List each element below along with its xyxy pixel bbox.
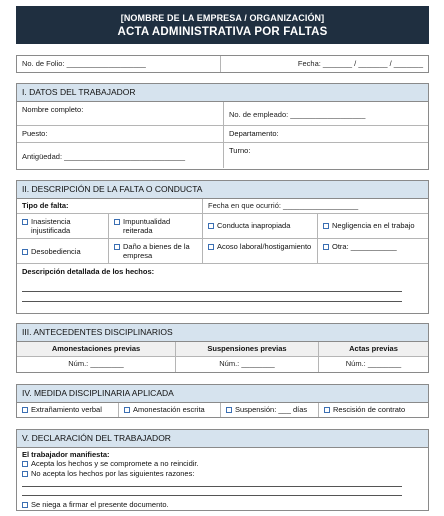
checkbox[interactable] <box>208 223 214 229</box>
checkbox[interactable] <box>114 219 120 225</box>
option-conducta-inapropiada[interactable]: Conducta inapropiada <box>203 214 318 238</box>
option-impuntualidad[interactable]: Impuntualidad reiterada <box>109 214 203 238</box>
option-dano-bienes[interactable]: Daño a bienes de la empresa <box>109 239 203 263</box>
antiguedad-field[interactable]: Antigüedad: _____________________________ <box>22 152 186 161</box>
checkbox[interactable] <box>124 407 130 413</box>
puesto-field[interactable]: Puesto: <box>22 129 48 138</box>
departamento-field[interactable]: Departamento: <box>229 129 279 138</box>
actas-num-field[interactable]: Núm.: ________ <box>345 359 402 368</box>
fecha-field[interactable]: Fecha: _______ / _______ / _______ <box>297 59 423 68</box>
checkbox[interactable] <box>22 461 28 467</box>
tipo-falta-label: Tipo de falta: <box>22 201 69 210</box>
col-actas: Actas previas <box>319 342 428 356</box>
folio-row <box>16 55 429 73</box>
fecha-ocurrio-field[interactable]: Fecha en que ocurrió: __________________ <box>208 201 359 210</box>
section-declaracion <box>16 429 429 511</box>
section-datos-trabajador <box>16 83 429 170</box>
checkbox[interactable] <box>324 407 330 413</box>
manifiesta-label: El trabajador manifiesta: <box>22 450 110 459</box>
checkbox[interactable] <box>22 471 28 477</box>
folio-field[interactable]: No. de Folio: ___________________ <box>22 59 146 68</box>
checkbox[interactable] <box>323 223 329 229</box>
write-line[interactable] <box>22 486 402 487</box>
descripcion-detallada-label: Descripción detallada de los hechos: <box>22 267 155 276</box>
option-acepta[interactable]: Acepta los hechos y se compromete a no reincidir. <box>22 459 423 468</box>
option-rescision[interactable]: Rescisión de contrato <box>319 403 428 417</box>
checkbox[interactable] <box>22 249 28 255</box>
section-medida-disciplinaria <box>16 384 429 418</box>
option-negligencia[interactable]: Negligencia en el trabajo <box>318 214 428 238</box>
section-title: IV. MEDIDA DISCIPLINARIA APLICADA <box>17 385 428 403</box>
option-amonestacion[interactable]: Amonestación escrita <box>119 403 221 417</box>
amonestaciones-num-field[interactable]: Núm.: ________ <box>68 359 124 368</box>
turno-field[interactable]: Turno: <box>229 146 251 155</box>
company-name: [NOMBRE DE LA EMPRESA / ORGANIZACIÓN] <box>120 13 325 23</box>
section-title: III. ANTECEDENTES DISCIPLINARIOS <box>17 324 428 342</box>
checkbox[interactable] <box>22 502 28 508</box>
option-no-acepta[interactable]: No acepta los hechos por las siguientes razones: <box>22 469 423 478</box>
option-desobediencia[interactable]: Desobediencia <box>17 239 109 263</box>
document-header <box>16 6 429 44</box>
write-line[interactable] <box>22 291 402 292</box>
suspensiones-num-field[interactable]: Núm.: ________ <box>219 359 275 368</box>
checkbox[interactable] <box>208 244 214 250</box>
write-line[interactable] <box>22 495 402 496</box>
section-title: I. DATOS DEL TRABAJADOR <box>17 84 428 102</box>
col-suspensiones: Suspensiones previas <box>176 342 319 356</box>
checkbox[interactable] <box>323 244 329 250</box>
option-se-niega[interactable]: Se niega a firmar el presente documento. <box>22 500 169 509</box>
section-title: II. DESCRIPCIÓN DE LA FALTA O CONDUCTA <box>17 181 428 199</box>
nombre-field[interactable]: Nombre completo: <box>22 105 84 114</box>
option-suspension[interactable]: Suspensión: ___ días <box>221 403 319 417</box>
empleado-field[interactable]: No. de empleado: __________________ <box>229 110 366 119</box>
option-acoso[interactable]: Acoso laboral/hostigamiento <box>203 239 318 263</box>
checkbox[interactable] <box>22 407 28 413</box>
checkbox[interactable] <box>114 244 120 250</box>
section-title: V. DECLARACIÓN DEL TRABAJADOR <box>17 430 428 448</box>
document-title: ACTA ADMINISTRATIVA POR FALTAS <box>117 26 328 39</box>
section-antecedentes <box>16 323 429 373</box>
option-otra[interactable]: Otra: ___________ <box>318 239 428 263</box>
option-inasistencia[interactable]: Inasistencia injustificada <box>17 214 109 238</box>
checkbox[interactable] <box>22 219 28 225</box>
option-extranamiento[interactable]: Extrañamiento verbal <box>17 403 119 417</box>
section-descripcion-falta <box>16 180 429 314</box>
write-line[interactable] <box>22 301 402 302</box>
checkbox[interactable] <box>226 407 232 413</box>
col-amonestaciones: Amonestaciones previas <box>17 342 176 356</box>
